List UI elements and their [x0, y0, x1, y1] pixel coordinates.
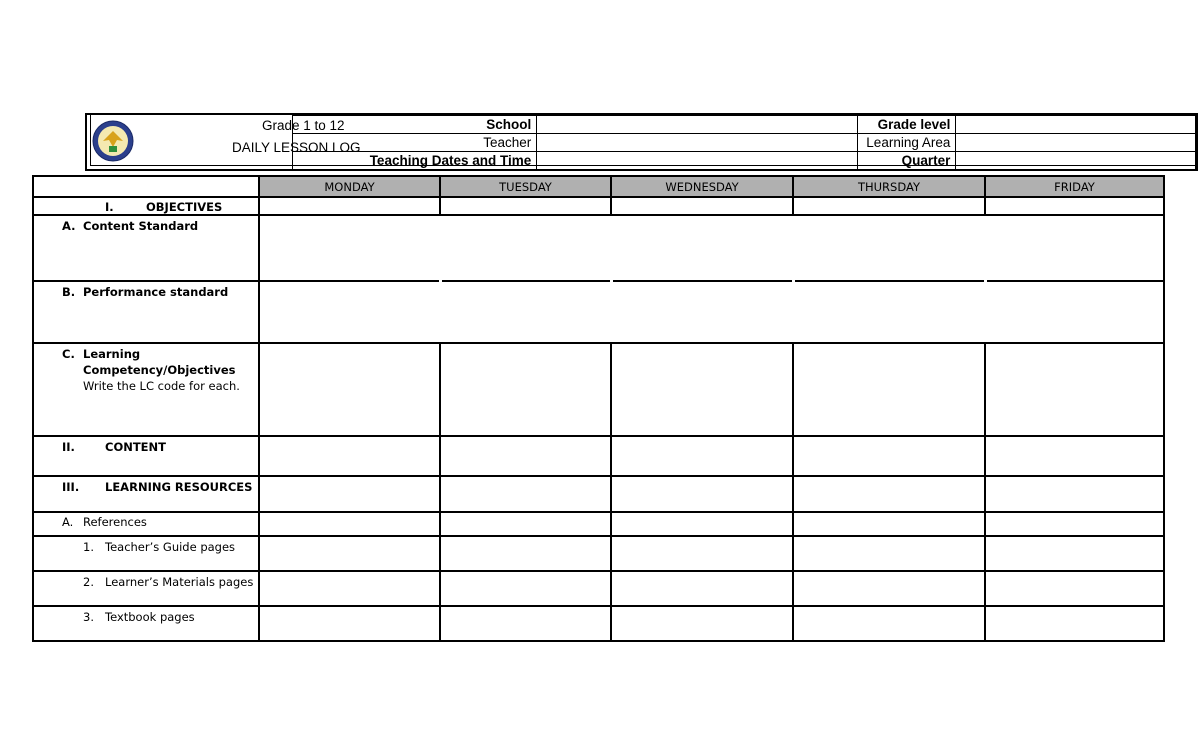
school-label: School: [293, 116, 537, 134]
header-info-table: [292, 115, 1196, 170]
grid-line: [34, 535, 1163, 537]
grid-line: [34, 435, 1163, 437]
content-num: II.: [62, 440, 75, 454]
grid-line: [34, 570, 1163, 572]
references-num: A.: [62, 515, 74, 529]
grid-line: [34, 214, 1163, 216]
learning-area-field[interactable]: [956, 134, 1196, 152]
day-tuesday: TUESDAY: [499, 180, 552, 194]
grid-line: [439, 342, 441, 640]
learning-area-label: Learning Area: [857, 134, 956, 152]
grid-line: [792, 342, 794, 640]
day-wednesday: WEDNESDAY: [665, 180, 739, 194]
content-standard-num: A.: [62, 219, 76, 233]
textbook-label: Textbook pages: [105, 610, 195, 624]
grid-line: [34, 475, 1163, 477]
quarter-field[interactable]: [956, 152, 1196, 170]
performance-standard-label: Performance standard: [83, 285, 229, 299]
grid-line: [34, 342, 1163, 344]
learning-competency-label-line2: Competency/Objectives: [83, 363, 236, 377]
grid-line: [34, 605, 1163, 607]
grade-level-label: Grade level: [857, 116, 956, 134]
teaching-dates-field[interactable]: [537, 152, 858, 170]
grid-gap: [610, 280, 613, 282]
grid-gap: [792, 280, 795, 282]
page-title: DAILY LESSON LOG: [232, 140, 361, 155]
grid-line: [610, 342, 612, 640]
day-monday: MONDAY: [324, 180, 375, 194]
grid-gap: [439, 280, 442, 282]
objectives-label: OBJECTIVES: [146, 200, 223, 214]
day-friday: FRIDAY: [1054, 180, 1095, 194]
grade-level-field[interactable]: [956, 116, 1196, 134]
learning-competency-label-line1: Learning: [83, 347, 141, 361]
performance-standard-num: B.: [62, 285, 76, 299]
grade-range-label: Grade 1 to 12: [262, 118, 345, 133]
school-field[interactable]: [537, 116, 858, 134]
learning-resources-num: III.: [62, 480, 80, 494]
content-label: CONTENT: [105, 440, 167, 454]
lesson-log-header: [85, 113, 1198, 171]
quarter-label: Quarter: [857, 152, 956, 170]
grid-line: [34, 511, 1163, 513]
references-label: References: [83, 515, 147, 529]
learning-competency-note: Write the LC code for each.: [83, 379, 240, 393]
teacher-label: Teacher: [293, 134, 537, 152]
grid-gap: [984, 280, 987, 282]
school-seal-logo-icon: [91, 119, 135, 163]
teaching-dates-label: Teaching Dates and Time: [293, 152, 537, 170]
grid-line: [258, 177, 260, 640]
grid-line: [34, 196, 1163, 198]
day-thursday: THURSDAY: [857, 180, 921, 194]
lesson-log-grid: [32, 175, 1165, 642]
learning-competency-num: C.: [62, 347, 75, 361]
objectives-num: I.: [105, 200, 114, 214]
teachers-guide-num: 1.: [83, 540, 94, 554]
learning-resources-label: LEARNING RESOURCES: [105, 480, 253, 494]
teachers-guide-label: Teacher’s Guide pages: [105, 540, 236, 554]
textbook-num: 3.: [83, 610, 94, 624]
grid-line: [984, 342, 986, 640]
teacher-field[interactable]: [537, 134, 858, 152]
learners-materials-num: 2.: [83, 575, 94, 589]
learners-materials-label: Learner’s Materials pages: [105, 575, 254, 589]
grid-line: [34, 280, 1163, 282]
content-standard-label: Content Standard: [83, 219, 199, 233]
